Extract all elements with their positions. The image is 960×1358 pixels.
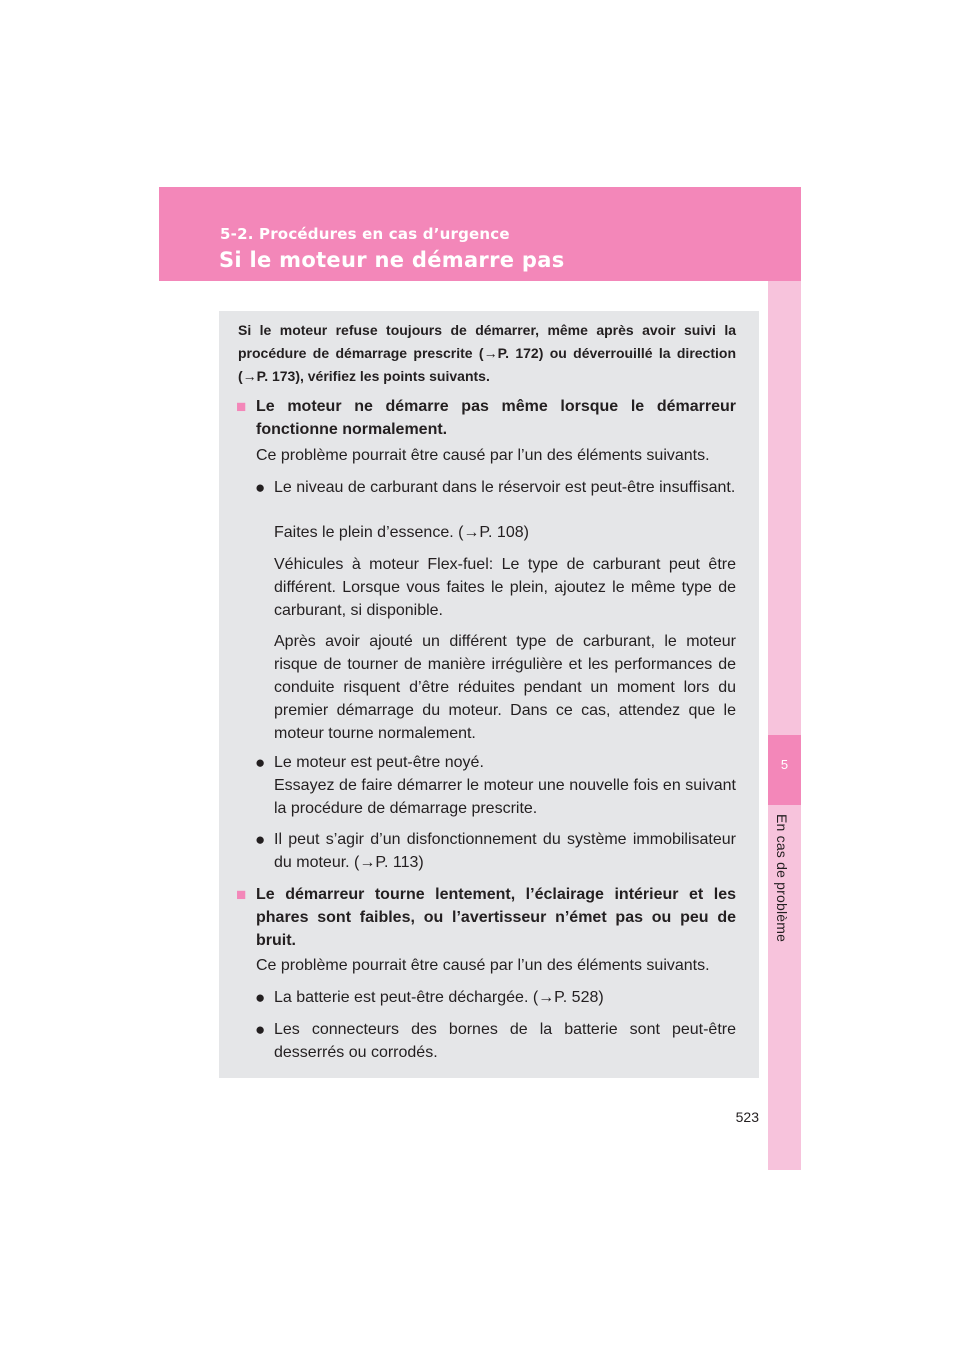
bullet-text: Les connecteurs des bornes de la batterie sont peut-être desserrés ou corrodés. bbox=[274, 1021, 736, 1061]
chapter-title: En cas de problème bbox=[774, 814, 790, 943]
bullet-text: Il peut s’agir d’un disfonctionnement du système immobilisateur du moteur. (→P. 113) bbox=[274, 831, 736, 871]
section-heading: Le démarreur tourne lentement, l’éclairage intérieur et les phares sont faibles, ou l’avertisseur n’émet pas ou peu de bruit. bbox=[256, 886, 736, 949]
section-label: 5-2. Procédures en cas d’urgence bbox=[220, 225, 510, 243]
section-text: Ce problème pourrait être causé par l’un des éléments suivants. bbox=[256, 957, 710, 974]
chapter-header bbox=[159, 187, 801, 281]
square-bullet-icon: ■ bbox=[236, 397, 247, 416]
bullet-dot-icon: ● bbox=[255, 478, 266, 497]
intro-text: Si le moteur refuse toujours de démarrer, même après avoir suivi la procédure de démarrage prescrite (→P. 172) ou déverrouillé la direction (→P. 173), vérifiez les points suivants. bbox=[238, 322, 736, 384]
bullet-text: Le niveau de carburant dans le réservoir est peut-être insuffisant. bbox=[274, 479, 736, 496]
bullet-dot-icon: ● bbox=[255, 753, 266, 772]
bullet-note: Véhicules à moteur Flex-fuel: Le type de carburant peut être différent. Lorsque vous faites le plein, ajoutez le même type de carburant, si disponible. bbox=[274, 556, 736, 619]
bullet-dot-icon: ● bbox=[255, 1020, 266, 1039]
square-bullet-icon: ■ bbox=[236, 885, 247, 904]
section-heading: Le moteur ne démarre pas même lorsque le démarreur fonctionne normalement. bbox=[256, 398, 736, 438]
bullet-note: Après avoir ajouté un différent type de carburant, le moteur risque de tourner de manière irrégulière et les performances de conduite risquent d’être réduites pendant un moment lors du premier démarrage du moteur. Dans ce cas, attendez que le moteur tourne normalement. bbox=[274, 633, 736, 742]
bullet-subtext: Essayez de faire démarrer le moteur une nouvelle fois en suivant la procédure de démarrage prescrite. bbox=[274, 777, 736, 817]
bullet-dot-icon: ● bbox=[255, 830, 266, 849]
bullet-subtext: Faites le plein d’essence. (→P. 108) bbox=[274, 524, 529, 541]
section-text: Ce problème pourrait être causé par l’un des éléments suivants. bbox=[256, 447, 710, 464]
page-title: Si le moteur ne démarre pas bbox=[219, 248, 565, 272]
bullet-dot-icon: ● bbox=[255, 988, 266, 1007]
page-number: 523 bbox=[735, 1109, 759, 1125]
bullet-text: La batterie est peut-être déchargée. (→P. 528) bbox=[274, 989, 604, 1006]
content-box bbox=[219, 311, 759, 1078]
bullet-text: Le moteur est peut-être noyé. bbox=[274, 754, 484, 771]
chapter-side-tab bbox=[768, 281, 801, 1170]
chapter-number: 5 bbox=[780, 757, 789, 772]
